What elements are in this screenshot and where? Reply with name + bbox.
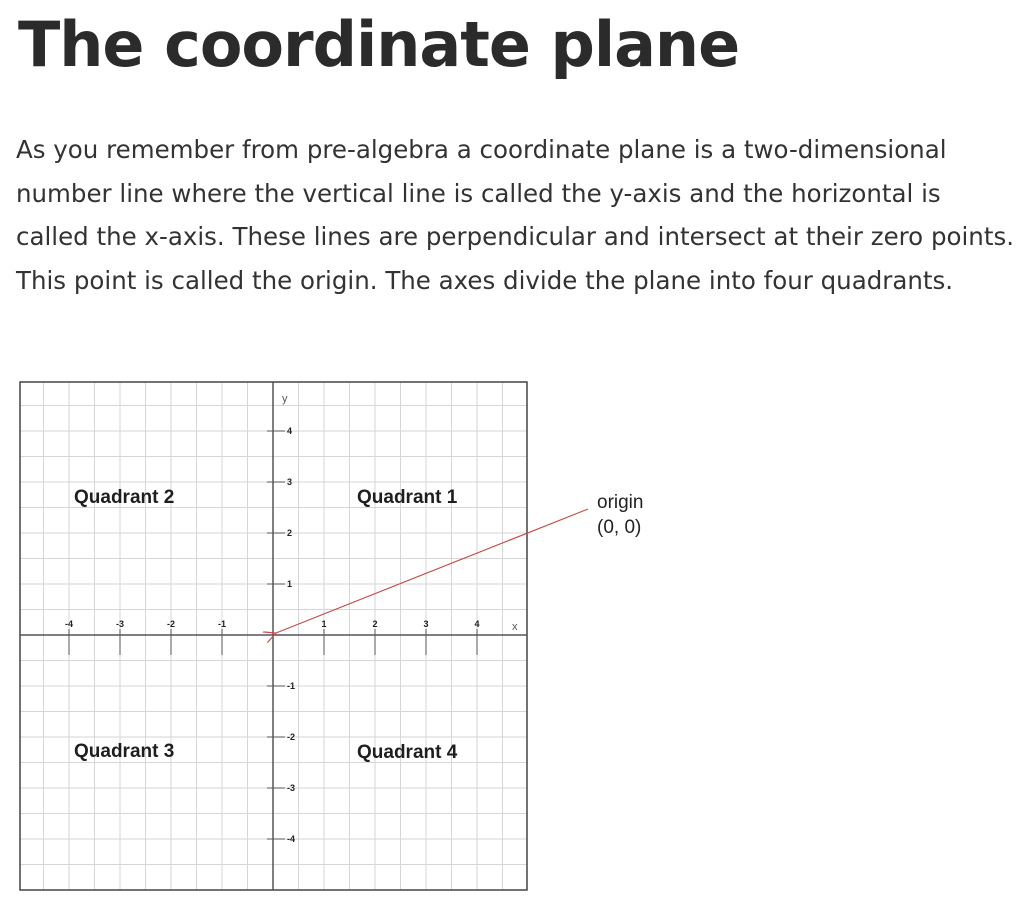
y-tick-label: -1 — [287, 681, 296, 691]
x-tick-label: 1 — [321, 619, 327, 629]
quadrant-4-label: Quadrant 4 — [357, 742, 458, 763]
x-axis-label: x — [512, 621, 518, 633]
x-tick-label: -2 — [166, 619, 176, 629]
y-tick-label: 2 — [287, 528, 293, 538]
x-tick-label: 4 — [474, 619, 480, 629]
y-tick-label: 4 — [287, 426, 293, 436]
page-title: The coordinate plane — [18, 8, 740, 81]
origin-label: origin — [597, 492, 644, 513]
x-tick-label: -1 — [217, 619, 227, 629]
origin-coordinates: (0, 0) — [597, 517, 642, 538]
x-tick-label: 2 — [372, 619, 378, 629]
quadrant-3-label: Quadrant 3 — [74, 741, 175, 762]
y-tick-label: -4 — [287, 834, 296, 844]
intro-paragraph: As you remember from pre-algebra a coordinate plane is a two-dimensional number line where the vertical line is called the y-axis and the horizontal is called the x-axis. These lines are perpendicular and intersect at their zero points. This point is called the origin. The axes divide the plane into four quadrants. — [16, 135, 1014, 295]
quadrant-1-label: Quadrant 1 — [357, 487, 458, 508]
x-tick-label: 3 — [423, 619, 429, 629]
y-tick-label: 1 — [287, 579, 293, 589]
y-tick-label: -2 — [287, 732, 296, 742]
y-axis-label: y — [282, 393, 288, 405]
quadrant-2-label: Quadrant 2 — [74, 487, 175, 508]
x-tick-label: -3 — [115, 619, 125, 629]
x-tick-label: -4 — [64, 619, 74, 629]
y-tick-label: 3 — [287, 477, 293, 487]
y-tick-label: -3 — [287, 783, 296, 793]
